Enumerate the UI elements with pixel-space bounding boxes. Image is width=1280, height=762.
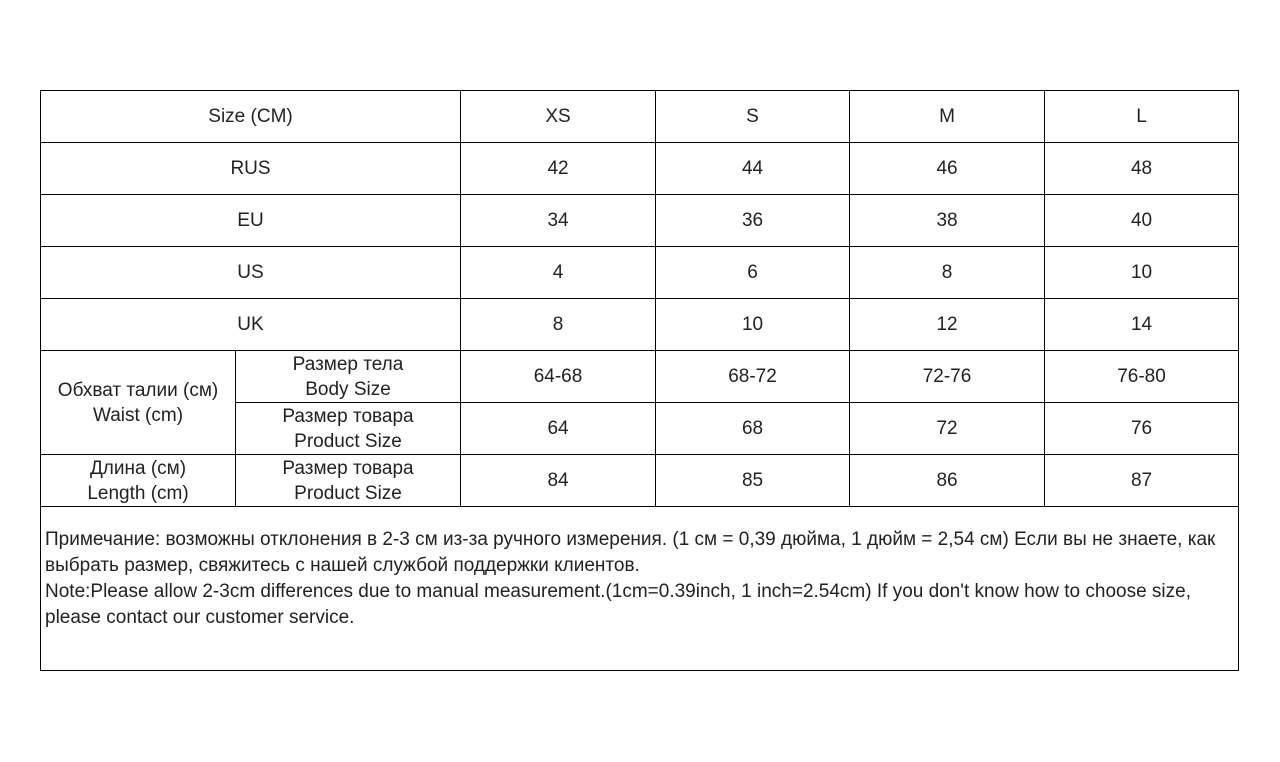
- table-cell: 38: [850, 195, 1045, 247]
- eu-row: [41, 195, 1239, 247]
- table-cell: 8: [850, 247, 1045, 299]
- table-cell: 40: [1045, 195, 1239, 247]
- waist-body-row: [41, 351, 1239, 403]
- table-cell: 42: [461, 143, 656, 195]
- table-cell: 12: [850, 299, 1045, 351]
- size-header-cell: Size (CM): [41, 91, 461, 143]
- size-m-header: M: [850, 91, 1045, 143]
- table-cell: 64: [461, 403, 656, 455]
- header-row: [41, 91, 1239, 143]
- table-cell: 36: [656, 195, 850, 247]
- us-row: [41, 247, 1239, 299]
- table-cell: 34: [461, 195, 656, 247]
- table-cell: 87: [1045, 455, 1239, 507]
- table-cell: 84: [461, 455, 656, 507]
- length-label-en: Length (cm): [87, 482, 189, 504]
- table-cell: 76: [1045, 403, 1239, 455]
- waist-label-ru: Обхват талии (см): [57, 379, 219, 401]
- product-size-label-cell: [236, 403, 461, 455]
- table-cell: 10: [1045, 247, 1239, 299]
- note-cell: [41, 507, 1239, 671]
- table-cell: 76-80: [1045, 351, 1239, 403]
- size-l-header: L: [1045, 91, 1239, 143]
- table-cell: 86: [850, 455, 1045, 507]
- row-label: UK: [41, 299, 461, 351]
- length-row: [41, 455, 1239, 507]
- length-label-cell: [41, 455, 236, 507]
- table-cell: 8: [461, 299, 656, 351]
- row-label: US: [41, 247, 461, 299]
- product-size-label-ru: Размер товара: [282, 405, 414, 427]
- note-text-en: Note:Please allow 2-3cm differences due to manual measurement.(1cm=0.39inch, 1 inch=2.54cm) If you don't know how to choose size, please contact our customer service.: [45, 581, 1192, 628]
- row-label: EU: [41, 195, 461, 247]
- table-cell: 72: [850, 403, 1045, 455]
- waist-label-en: Waist (cm): [92, 404, 184, 426]
- uk-row: [41, 299, 1239, 351]
- table-cell: 72-76: [850, 351, 1045, 403]
- table-cell: 46: [850, 143, 1045, 195]
- table-cell: 68-72: [656, 351, 850, 403]
- row-label: RUS: [41, 143, 461, 195]
- table-cell: 64-68: [461, 351, 656, 403]
- table-cell: 44: [656, 143, 850, 195]
- table-cell: 4: [461, 247, 656, 299]
- rus-row: [41, 143, 1239, 195]
- table-cell: 10: [656, 299, 850, 351]
- size-xs-header: XS: [461, 91, 656, 143]
- table-cell: 68: [656, 403, 850, 455]
- product-size-label-en: Product Size: [294, 482, 402, 504]
- size-s-header: S: [656, 91, 850, 143]
- note-text-ru: Примечание: возможны отклонения в 2-3 см из-за ручного измерения. (1 см = 0,39 дюйма, 1 дюйм = 2,54 см) Если вы не знаете, как выбрать размер, свяжитесь с нашей службой поддержки клиентов.: [45, 529, 1216, 576]
- waist-label-cell: [41, 351, 236, 455]
- note-row: [41, 507, 1239, 671]
- table-cell: 48: [1045, 143, 1239, 195]
- table-cell: 14: [1045, 299, 1239, 351]
- product-size-label-ru: Размер товара: [282, 457, 414, 479]
- table-cell: 85: [656, 455, 850, 507]
- body-size-label-cell: [236, 351, 461, 403]
- product-size-label-en: Product Size: [294, 430, 402, 452]
- length-label-ru: Длина (см): [89, 457, 187, 479]
- body-size-label-ru: Размер тела: [292, 353, 404, 375]
- body-size-label-en: Body Size: [305, 378, 391, 400]
- table-cell: 6: [656, 247, 850, 299]
- size-chart-table: [40, 90, 1239, 671]
- length-product-size-label-cell: [236, 455, 461, 507]
